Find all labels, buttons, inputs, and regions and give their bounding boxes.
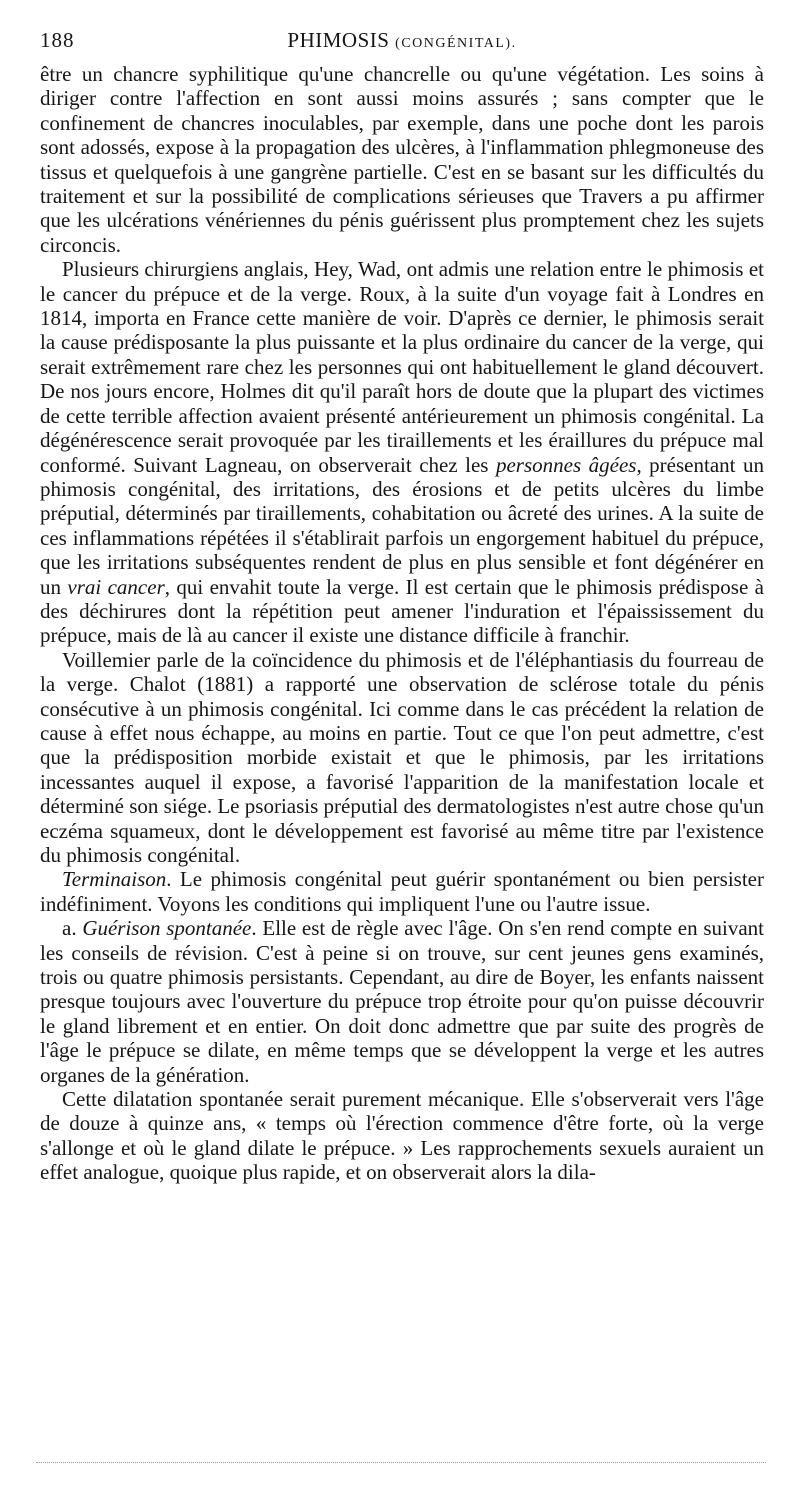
text-run: . Le phimosis congénital peut guérir spontanément ou bien persister indéfiniment. Voyons les conditions qui impliquent l'une ou l'autre issue. — [40, 867, 764, 916]
text-run: Voillemier parle de la coïncidence du phimosis et de l'éléphantiasis du fourreau de la verge. Chalot (1881) a rapporté une observation de sclérose totale du pénis consécutive à un phimosis congénital. Ici comme dans le cas précédent la relation de cause à effet nous échappe, au moins en partie. Tout ce que l'on peut admettre, c'est que la prédisposition morbide existait et que le phimosis, par les irritations incessantes auquel il expose, a favorisé l'apparition de la manifestation locale et déterminé son siége. Le psoriasis préputial des dermatologistes n'est autre chose qu'un eczéma squameux, dont le développement est favorisé au même titre par l'existence du phimosis congénital. — [40, 647, 764, 867]
running-title-sub: (CONGÉNITAL). — [395, 36, 517, 51]
paragraph — [40, 867, 764, 916]
italic-text: Terminaison — [62, 867, 167, 892]
paragraph — [40, 62, 764, 257]
running-title — [40, 28, 764, 53]
italic-text: Guérison spontanée — [82, 916, 252, 941]
footer-rule — [36, 1462, 766, 1463]
text-run: . Elle est de règle avec l'âge. On s'en rend compte en suivant les conseils de révision. C'est à peine si on trouve, sur cent jeunes gens examinés, trois ou quatre phimosis persistants. Cependant, au dire de Boyer, les enfants naissent presque toujours avec l'ouverture du prépuce trop étroite pour qu'on puisse découvrir le gland librement et en entier. On doit donc admettre que par suite des progrès de l'âge le prépuce se dilate, en même temps que se développent la verge et les autres organes de la génération. — [40, 916, 764, 1087]
text-run: être un chancre syphilitique qu'une chancrelle ou qu'une végétation. Les soins à diriger contre l'affection en sont aussi moins assurés ; sans compter que le confinement de chancres inoculables, par exemple, dans une poche dont les parois sont adossés, expose à la propagation des ulcères, à l'inflammation phlegmoneuse des tissus et quelquefois à une gangrène partielle. C'est en se basant sur les difficultés du traitement et sur la possibilité de complications sérieuses que Travers a pu affirmer que les ulcérations vénériennes du pénis guérissent plus promptement chez les sujets circoncis. — [40, 62, 764, 257]
paragraph — [40, 257, 764, 648]
running-title-main: PHIMOSIS — [287, 28, 390, 52]
italic-text: personnes âgées — [495, 452, 637, 477]
paragraph — [40, 916, 764, 1087]
text-run: , qui envahit toute la verge. Il est certain que le phimosis prédispose à des déchirures dont la répétition peut amener l'induration et l'épaississement du prépuce, mais de là au cancer il existe une distance difficile à franchir. — [40, 574, 765, 648]
italic-text: vrai cancer — [67, 574, 165, 599]
paragraph — [40, 1087, 764, 1185]
text-run: a. — [62, 916, 83, 941]
page-number: 188 — [40, 28, 75, 52]
text-run: , présentant un phimosis congénital, des irritations, des érosions et de petits ulcères du limbe préputial, déterminés par tiraillements, cohabitation ou âcreté des urines. A la suite de ces inflammations répétées il s'établirait parfois un engorgement habituel du prépuce, que les irritations subséquentes rendent de plus en plus sensible et font dégénérer en un — [40, 452, 764, 599]
paragraph — [40, 648, 764, 868]
body-text — [40, 62, 764, 1185]
running-head — [40, 28, 764, 62]
text-run: Plusieurs chirurgiens anglais, Hey, Wad, ont admis une relation entre le phimosis et le cancer du prépuce et de la verge. Roux, à la suite d'un voyage fait à Londres en 1814, importa en France cette manière de voir. D'après ce dernier, le phimosis serait la cause prédisposante la plus puissante et la plus ordinaire du cancer de la verge, qui serait extrêmement rare chez les personnes qui ont habituellement le gland découvert. De nos jours encore, Holmes dit qu'il paraît hors de doute que la plupart des victimes de cette terrible affection avaient présenté antérieurement un phimosis congénital. La dégénérescence serait provoquée par les tiraillements et les éraillures du prépuce mal conformé. Suivant Lagneau, on observerait chez les — [40, 257, 764, 477]
text-run: Cette dilatation spontanée serait purement mécanique. Elle s'observerait vers l'âge de douze à quinze ans, « temps où l'érection commence d'être forte, où la verge s'allonge et où le gland dilate le prépuce. » Les rapprochements sexuels auraient un effet analogue, quoique plus rapide, et on observerait alors la dila- — [40, 1087, 764, 1185]
